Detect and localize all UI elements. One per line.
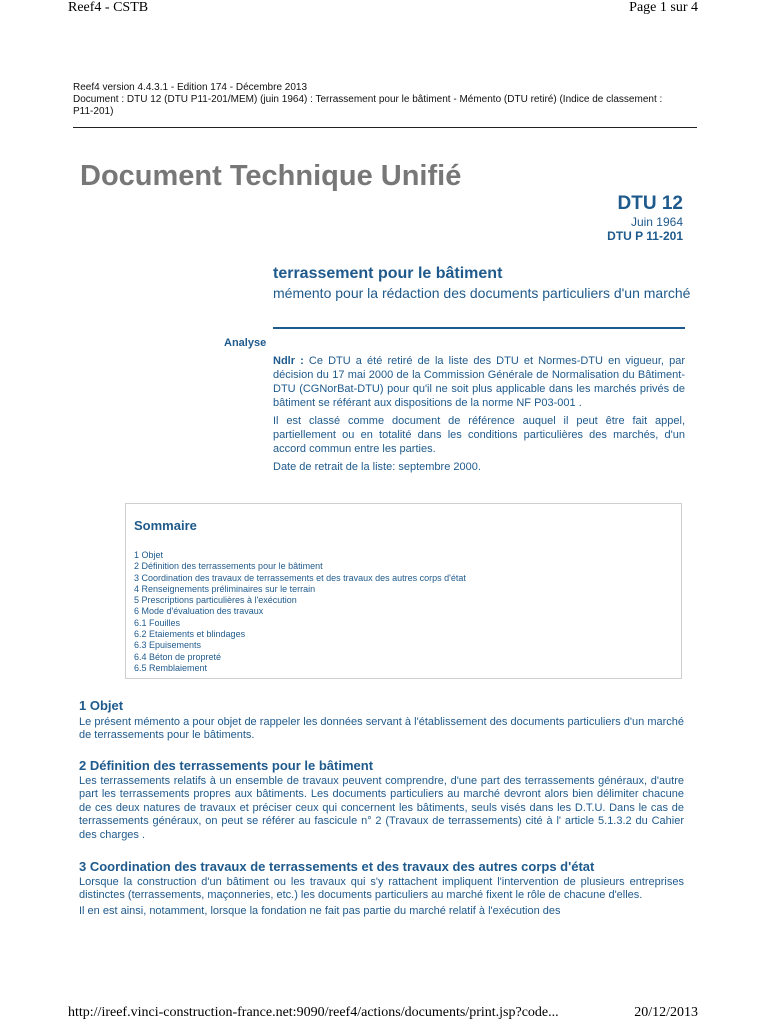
meta-version-line: Reef4 version 4.4.3.1 - Edition 174 - Décembre 2013 <box>73 82 308 93</box>
section-paragraph: Le présent mémento a pour objet de rappeler les données servant à l'établissement des documents particuliers d'un marché de terrassements pour le bâtiments. <box>79 716 684 742</box>
section-paragraph: Lorsque la construction d'un bâtiment ou les travaux qui s'y rattachent impliquent l'intervention de plusieurs entreprises distinctes (terrassements, maçonneries, etc.) les documents particuliers au marché fixent le rôle de chacune d'elles. <box>79 876 684 902</box>
document-meta <box>73 82 673 118</box>
toc-link-beton[interactable]: 6.4 Béton de propreté <box>134 651 222 662</box>
print-footer-url: http://ireef.vinci-construction-france.net:9090/reef4/actions/documents/print.jsp?code... <box>68 1005 559 1020</box>
section-heading: 2 Définition des terrassements pour le bâtiment <box>79 758 374 773</box>
toc-link-renseignements[interactable]: 4 Renseignements préliminaires sur le terrain <box>134 583 316 594</box>
section-objet <box>79 698 684 745</box>
ndlr-text: Ce DTU a été retiré de la liste des DTU et Normes-DTU en vigueur, par décision du 17 mai 2000 de la Commission Générale de Normalisation du Bâtiment-DTU (CGNorBat-DTU) pour qu'il ne soit plus applicable dans les marchés privés de bâtiment se référant aux dispositions de la norme NF P03-001 . <box>273 355 685 409</box>
banner-title: Document Technique Unifié <box>80 160 462 192</box>
table-of-contents <box>125 503 682 679</box>
dtu-date: Juin 1964 <box>630 215 683 229</box>
toc-list <box>134 550 466 674</box>
withdrawal-date: Date de retrait de la liste: septembre 2000. <box>273 461 481 473</box>
section-coordination <box>79 859 684 920</box>
print-header-page-number: Page 1 sur 4 <box>629 0 698 15</box>
toc-link-evaluation[interactable]: 6 Mode d'évaluation des travaux <box>134 606 264 617</box>
toc-link-fouilles[interactable]: 6.1 Fouilles <box>134 617 181 628</box>
print-footer-date: 20/12/2013 <box>634 1005 698 1020</box>
dtu-reference: DTU P 11-201 <box>607 229 683 243</box>
dtu-identifier <box>607 193 683 243</box>
ndlr-paragraph <box>273 354 685 410</box>
document-subtitle: mémento pour la rédaction des documents particuliers d'un marché <box>273 285 691 301</box>
toc-link-definition[interactable]: 2 Définition des terrassements pour le bâtiment <box>134 561 323 572</box>
print-header-left: Reef4 - CSTB <box>68 0 149 15</box>
section-heading: 1 Objet <box>79 698 124 713</box>
toc-link-epuisements[interactable]: 6.3 Epuisements <box>134 640 202 651</box>
dtu-number: DTU 12 <box>617 193 683 214</box>
toc-link-coordination[interactable]: 3 Coordination des travaux de terrassements et des travaux des autres corps d'état <box>134 572 466 583</box>
analyse-body <box>273 354 685 478</box>
toc-link-remblaiement[interactable]: 6.5 Remblaiement <box>134 662 208 673</box>
toc-link-objet[interactable]: 1 Objet <box>134 550 164 560</box>
section-paragraph: Les terrassements relatifs à un ensemble de travaux peuvent comprendre, d'une part des terrassements généraux, d'autre part les terrassements propres aux bâtiments. Les documents particuliers au marché devront alors bien délimiter chacune de ces deux natures de travaux et préciser ceux qui concernent les bâtiments, seuls visés dans les D.T.U. Dans le cas de terrassements généraux, on peut se référer au fascicule n° 2 (Travaux de terrassements) cité à l' article 5.1.3.2 du Cahier des charges . <box>79 775 684 841</box>
toc-link-etaiements[interactable]: 6.2 Etaiements et blindages <box>134 629 246 640</box>
analyse-paragraph: Il est classé comme document de référence auquel il peut être fait appel, partiellement ou en totalité dans les conditions particulières des marchés, d'un accord commun entre les parties. <box>273 415 685 455</box>
title-divider <box>273 327 685 329</box>
document-title-block <box>273 264 693 301</box>
section-definition <box>79 758 684 844</box>
toc-title: Sommaire <box>134 518 197 533</box>
header-divider <box>73 127 697 128</box>
toc-link-prescriptions[interactable]: 5 Prescriptions particulières à l'exécution <box>134 595 297 606</box>
meta-document-line: Document : DTU 12 (DTU P11-201/MEM) (juin 1964) : Terrassement pour le bâtiment - Mémento (DTU retiré) (Indice de classement : P11-201) <box>73 94 663 117</box>
ndlr-label: Ndlr : <box>273 355 304 367</box>
document-title: terrassement pour le bâtiment <box>273 265 503 282</box>
section-paragraph: Il en est ainsi, notamment, lorsque la fondation ne fait pas partie du marché relatif à l'exécution des <box>79 904 561 917</box>
analyse-label: Analyse <box>224 337 267 349</box>
section-heading: 3 Coordination des travaux de terrassements et des travaux des autres corps d'état <box>79 859 595 874</box>
